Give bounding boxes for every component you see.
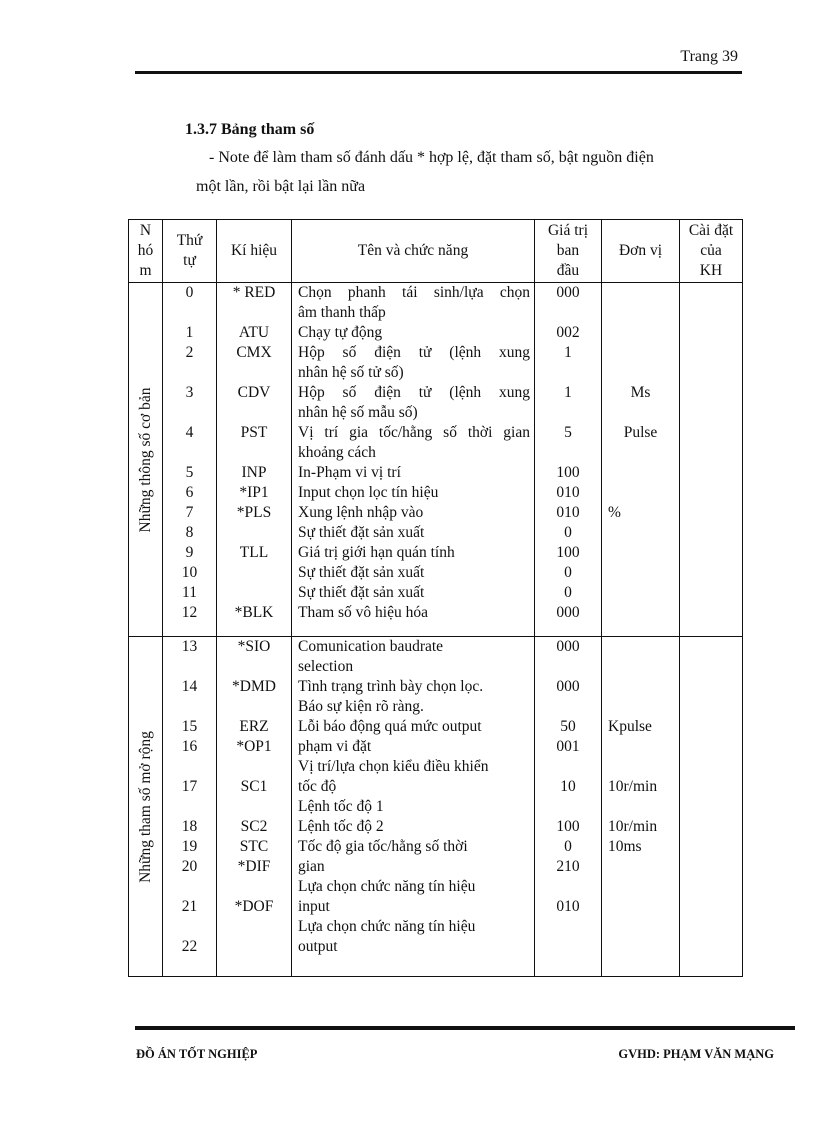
table-cell-line: 2	[185, 344, 194, 361]
name-column	[292, 637, 535, 977]
table-cell-line	[217, 797, 291, 817]
table-cell-line: Giá trị giới hạn quán tính	[298, 544, 455, 561]
table-cell-line: ERZ	[239, 718, 269, 735]
table-cell-line	[602, 583, 679, 603]
table-cell-line: input	[298, 898, 330, 915]
table-cell-line: 000	[556, 284, 580, 301]
table-cell-line: Vị trí/lựa chọn kiểu điều khiển	[298, 758, 489, 775]
table-cell-line	[163, 917, 216, 937]
table-cell-line: INP	[241, 464, 267, 481]
group-extended	[129, 637, 743, 977]
table-cell-line: tốc độ	[298, 778, 337, 795]
table-cell-line	[602, 677, 679, 697]
table-cell-line	[163, 797, 216, 817]
table-cell-line: 100	[556, 544, 580, 561]
header-initial-value: Giá trị ban đầu	[535, 220, 602, 283]
table-cell-line: Sự thiết đặt sản xuất	[298, 564, 425, 581]
table-cell-line: %	[608, 504, 621, 521]
table-cell-line: ATU	[238, 324, 270, 341]
initial-value-column	[535, 283, 602, 637]
table-cell-line	[602, 323, 679, 343]
header-group: N hó m	[129, 220, 163, 283]
table-cell-line	[535, 403, 601, 423]
table-cell-line: 002	[556, 324, 580, 341]
table-cell-line: Lựa chọn chức năng tín hiệu	[298, 918, 476, 935]
table-cell-line: CDV	[237, 384, 271, 401]
header-user-setting: Cài đặt của KH	[680, 220, 743, 283]
name-column	[292, 283, 535, 637]
order-column	[163, 283, 217, 637]
table-cell-line: *BLK	[234, 604, 274, 621]
table-cell-line: Ms	[630, 384, 651, 401]
table-cell-line	[602, 657, 679, 677]
table-cell-line: nhân hệ số tử số)	[298, 364, 404, 381]
table-cell-line: 15	[181, 718, 198, 735]
unit-column	[602, 283, 680, 637]
table-cell-line: In-Phạm vi vị trí	[298, 464, 401, 481]
table-cell-line: 16	[181, 738, 198, 755]
table-cell-line	[535, 443, 601, 463]
group-label-cell	[129, 637, 163, 977]
table-cell-line	[163, 657, 216, 677]
table-cell-line: Xung lệnh nhập vào	[298, 504, 424, 521]
table-cell-line	[602, 303, 679, 323]
table-header-row	[129, 220, 743, 283]
table-cell-line: khoảng cách	[298, 444, 376, 461]
header-name: Tên và chức năng	[292, 220, 535, 283]
table-cell-line: PST	[240, 424, 268, 441]
table-cell-line: phạm vi đặt	[298, 738, 372, 755]
table-cell-line: *DMD	[232, 678, 276, 695]
table-cell-line: TLL	[239, 544, 269, 561]
table-cell-line: 1	[564, 384, 572, 401]
table-cell-line	[217, 757, 291, 777]
table-cell-line: Sự thiết đặt sản xuất	[298, 584, 425, 601]
table-cell-line: 4	[185, 424, 194, 441]
header-rule	[135, 71, 742, 74]
table-cell-line: selection	[298, 658, 354, 675]
unit-column	[602, 637, 680, 977]
table-cell-line	[217, 877, 291, 897]
table-cell-line: 000	[556, 604, 580, 621]
table-cell-line: 0	[185, 284, 194, 301]
table-cell-line	[535, 657, 601, 677]
table-cell-line	[163, 443, 216, 463]
table-cell-line	[163, 757, 216, 777]
table-cell-line: CMX	[236, 344, 272, 361]
table-cell-line	[602, 483, 679, 503]
order-column	[163, 637, 217, 977]
table-cell-line: Hộp số điện tử (lệnh xung	[298, 344, 530, 361]
table-cell-line: Lệnh tốc độ 2	[298, 818, 384, 835]
table-cell-line	[602, 563, 679, 583]
table-cell-line	[217, 697, 291, 717]
table-cell-line: 3	[185, 384, 194, 401]
table-cell-line	[602, 463, 679, 483]
header-order: Thứ tự	[163, 220, 217, 283]
table-cell-line: Chọn phanh tái sinh/lựa chọn	[298, 284, 530, 301]
table-cell-line	[535, 917, 601, 937]
table-cell-line: âm thanh thấp	[298, 304, 386, 321]
table-cell-line	[602, 757, 679, 777]
table-cell-line: 17	[181, 778, 198, 795]
table-cell-line: Kpulse	[608, 718, 652, 735]
table-cell-line	[535, 937, 601, 957]
table-cell-line: 1	[185, 324, 194, 341]
table-cell-line	[602, 343, 679, 363]
table-cell-line: 50	[560, 718, 576, 735]
table-cell-line: *DIF	[237, 858, 271, 875]
table-cell-line: 10r/min	[608, 818, 658, 835]
table-cell-line	[217, 363, 291, 383]
table-cell-line	[602, 937, 679, 957]
table-cell-line	[602, 283, 679, 303]
table-cell-line	[602, 897, 679, 917]
table-cell-line	[163, 363, 216, 383]
parameter-table	[128, 219, 743, 977]
table-cell-line: 9	[185, 544, 194, 561]
table-cell-line	[602, 637, 679, 657]
table-cell-line: 210	[556, 858, 580, 875]
table-cell-line: Lệnh tốc độ 1	[298, 798, 384, 815]
table-cell-line: Hộp số điện tử (lệnh xung	[298, 384, 530, 401]
table-cell-line	[535, 303, 601, 323]
table-cell-line: 10r/min	[608, 778, 658, 795]
table-cell-line: Pulse	[623, 424, 658, 441]
table-cell-line: Báo sự kiện rõ ràng.	[298, 698, 424, 715]
table-cell-line	[163, 403, 216, 423]
table-cell-line: * RED	[232, 284, 276, 301]
table-cell-line: Tình trạng trình bày chọn lọc.	[298, 678, 484, 695]
table-cell-line	[217, 303, 291, 323]
table-cell-line: *SIO	[237, 638, 271, 655]
table-cell-line: Lỗi báo động quá mức output	[298, 718, 482, 735]
page-number: Trang 39	[680, 48, 738, 65]
table-cell-line: Input chọn lọc tín hiệu	[298, 484, 439, 501]
table-cell-line: *DOF	[234, 898, 274, 915]
table-cell-line: output	[298, 938, 338, 955]
table-cell-line	[217, 917, 291, 937]
table-cell-line	[163, 877, 216, 897]
footer-right: GVHD: PHẠM VĂN MẠNG	[618, 1047, 774, 1061]
table-cell-line: Tham số vô hiệu hóa	[298, 604, 429, 621]
table-cell-line: 22	[181, 938, 198, 955]
table-cell-line: nhân hệ số mẫu số)	[298, 404, 418, 421]
table-cell-line: 10ms	[608, 838, 642, 855]
table-cell-line: 0	[564, 584, 572, 601]
table-cell-line: 000	[556, 638, 580, 655]
table-cell-line	[163, 697, 216, 717]
table-cell-line: 1	[564, 344, 572, 361]
table-cell-line	[535, 877, 601, 897]
table-cell-line	[535, 757, 601, 777]
table-cell-line	[602, 363, 679, 383]
footer-rule	[135, 1026, 795, 1030]
table-cell-line: 10	[181, 564, 198, 581]
table-cell-line: Lựa chọn chức năng tín hiệu	[298, 878, 476, 895]
table-cell-line	[602, 543, 679, 563]
table-cell-line	[217, 583, 291, 603]
table-cell-line	[602, 697, 679, 717]
table-cell-line: SC1	[240, 778, 268, 795]
table-cell-line: 8	[185, 524, 194, 541]
table-cell-line: gian	[298, 858, 325, 875]
table-cell-line: Tốc độ gia tốc/hằng số thời	[298, 838, 468, 855]
table-cell-line: 6	[185, 484, 194, 501]
table-cell-line	[217, 937, 291, 957]
table-cell-line: *OP1	[236, 738, 272, 755]
group-label: Những tham số mở rộng	[136, 730, 154, 883]
table-cell-line: 010	[556, 504, 580, 521]
table-cell-line: 010	[556, 484, 580, 501]
table-cell-line: 000	[556, 678, 580, 695]
table-cell-line	[535, 363, 601, 383]
symbol-column	[217, 637, 292, 977]
table-cell-line: STC	[239, 838, 269, 855]
table-cell-line: 010	[556, 898, 580, 915]
table-cell-line	[602, 403, 679, 423]
table-cell-line: Vị trí gia tốc/hằng số thời gian	[298, 424, 530, 441]
header-symbol: Kí hiệu	[217, 220, 292, 283]
table-cell-line: 0	[564, 564, 572, 581]
table-cell-line	[602, 737, 679, 757]
table-cell-line: 20	[181, 858, 198, 875]
table-cell-line	[535, 797, 601, 817]
table-cell-line: 18	[181, 818, 198, 835]
table-cell-line: 001	[556, 738, 580, 755]
note-line-2: một lần, rồi bật lại lần nữa	[196, 178, 366, 195]
table-cell-line	[163, 303, 216, 323]
group-basic	[129, 283, 743, 637]
table-cell-line	[602, 603, 679, 623]
table-cell-line: 100	[556, 818, 580, 835]
table-cell-line: Chạy tự động	[298, 324, 383, 341]
table-cell-line	[217, 403, 291, 423]
user-setting-column	[680, 283, 743, 637]
table-cell-line: SC2	[240, 818, 268, 835]
table-cell-line: 11	[182, 584, 197, 601]
table-cell-line: 13	[181, 638, 198, 655]
table-cell-line: 100	[556, 464, 580, 481]
table-cell-line	[217, 443, 291, 463]
table-cell-line	[217, 657, 291, 677]
table-cell-line	[602, 877, 679, 897]
table-cell-line	[602, 523, 679, 543]
table-cell-line	[217, 563, 291, 583]
table-cell-line: Comunication baudrate	[298, 638, 444, 655]
table-cell-line: 21	[181, 898, 198, 915]
table-cell-line	[602, 917, 679, 937]
table-cell-line	[217, 523, 291, 543]
note-line-1: - Note để làm tham số đánh dấu * hợp lệ, đặt tham số, bật nguồn điện	[209, 149, 654, 166]
table-cell-line: 0	[564, 524, 572, 541]
table-cell-line: *PLS	[236, 504, 272, 521]
table-cell-line: 12	[181, 604, 198, 621]
table-cell-line: 5	[564, 424, 572, 441]
table-cell-line: *IP1	[239, 484, 269, 501]
group-label-cell	[129, 283, 163, 637]
table-cell-line: 14	[181, 678, 198, 695]
table-cell-line: 10	[560, 778, 576, 795]
group-label: Những thông số cơ bản	[136, 387, 154, 532]
table-cell-line: 7	[185, 504, 194, 521]
table-cell-line	[535, 697, 601, 717]
table-cell-line: 19	[181, 838, 198, 855]
user-setting-column	[680, 637, 743, 977]
table-cell-line	[602, 797, 679, 817]
table-cell-line	[602, 857, 679, 877]
section-title: 1.3.7 Bảng tham số	[185, 121, 315, 138]
footer-left: ĐỒ ÁN TỐT NGHIỆP	[136, 1047, 258, 1061]
symbol-column	[217, 283, 292, 637]
table-cell-line: 5	[185, 464, 194, 481]
header-unit: Đơn vị	[602, 220, 680, 283]
table-cell-line	[602, 443, 679, 463]
table-cell-line: Sự thiết đặt sản xuất	[298, 524, 425, 541]
initial-value-column	[535, 637, 602, 977]
table-cell-line: 0	[564, 838, 572, 855]
